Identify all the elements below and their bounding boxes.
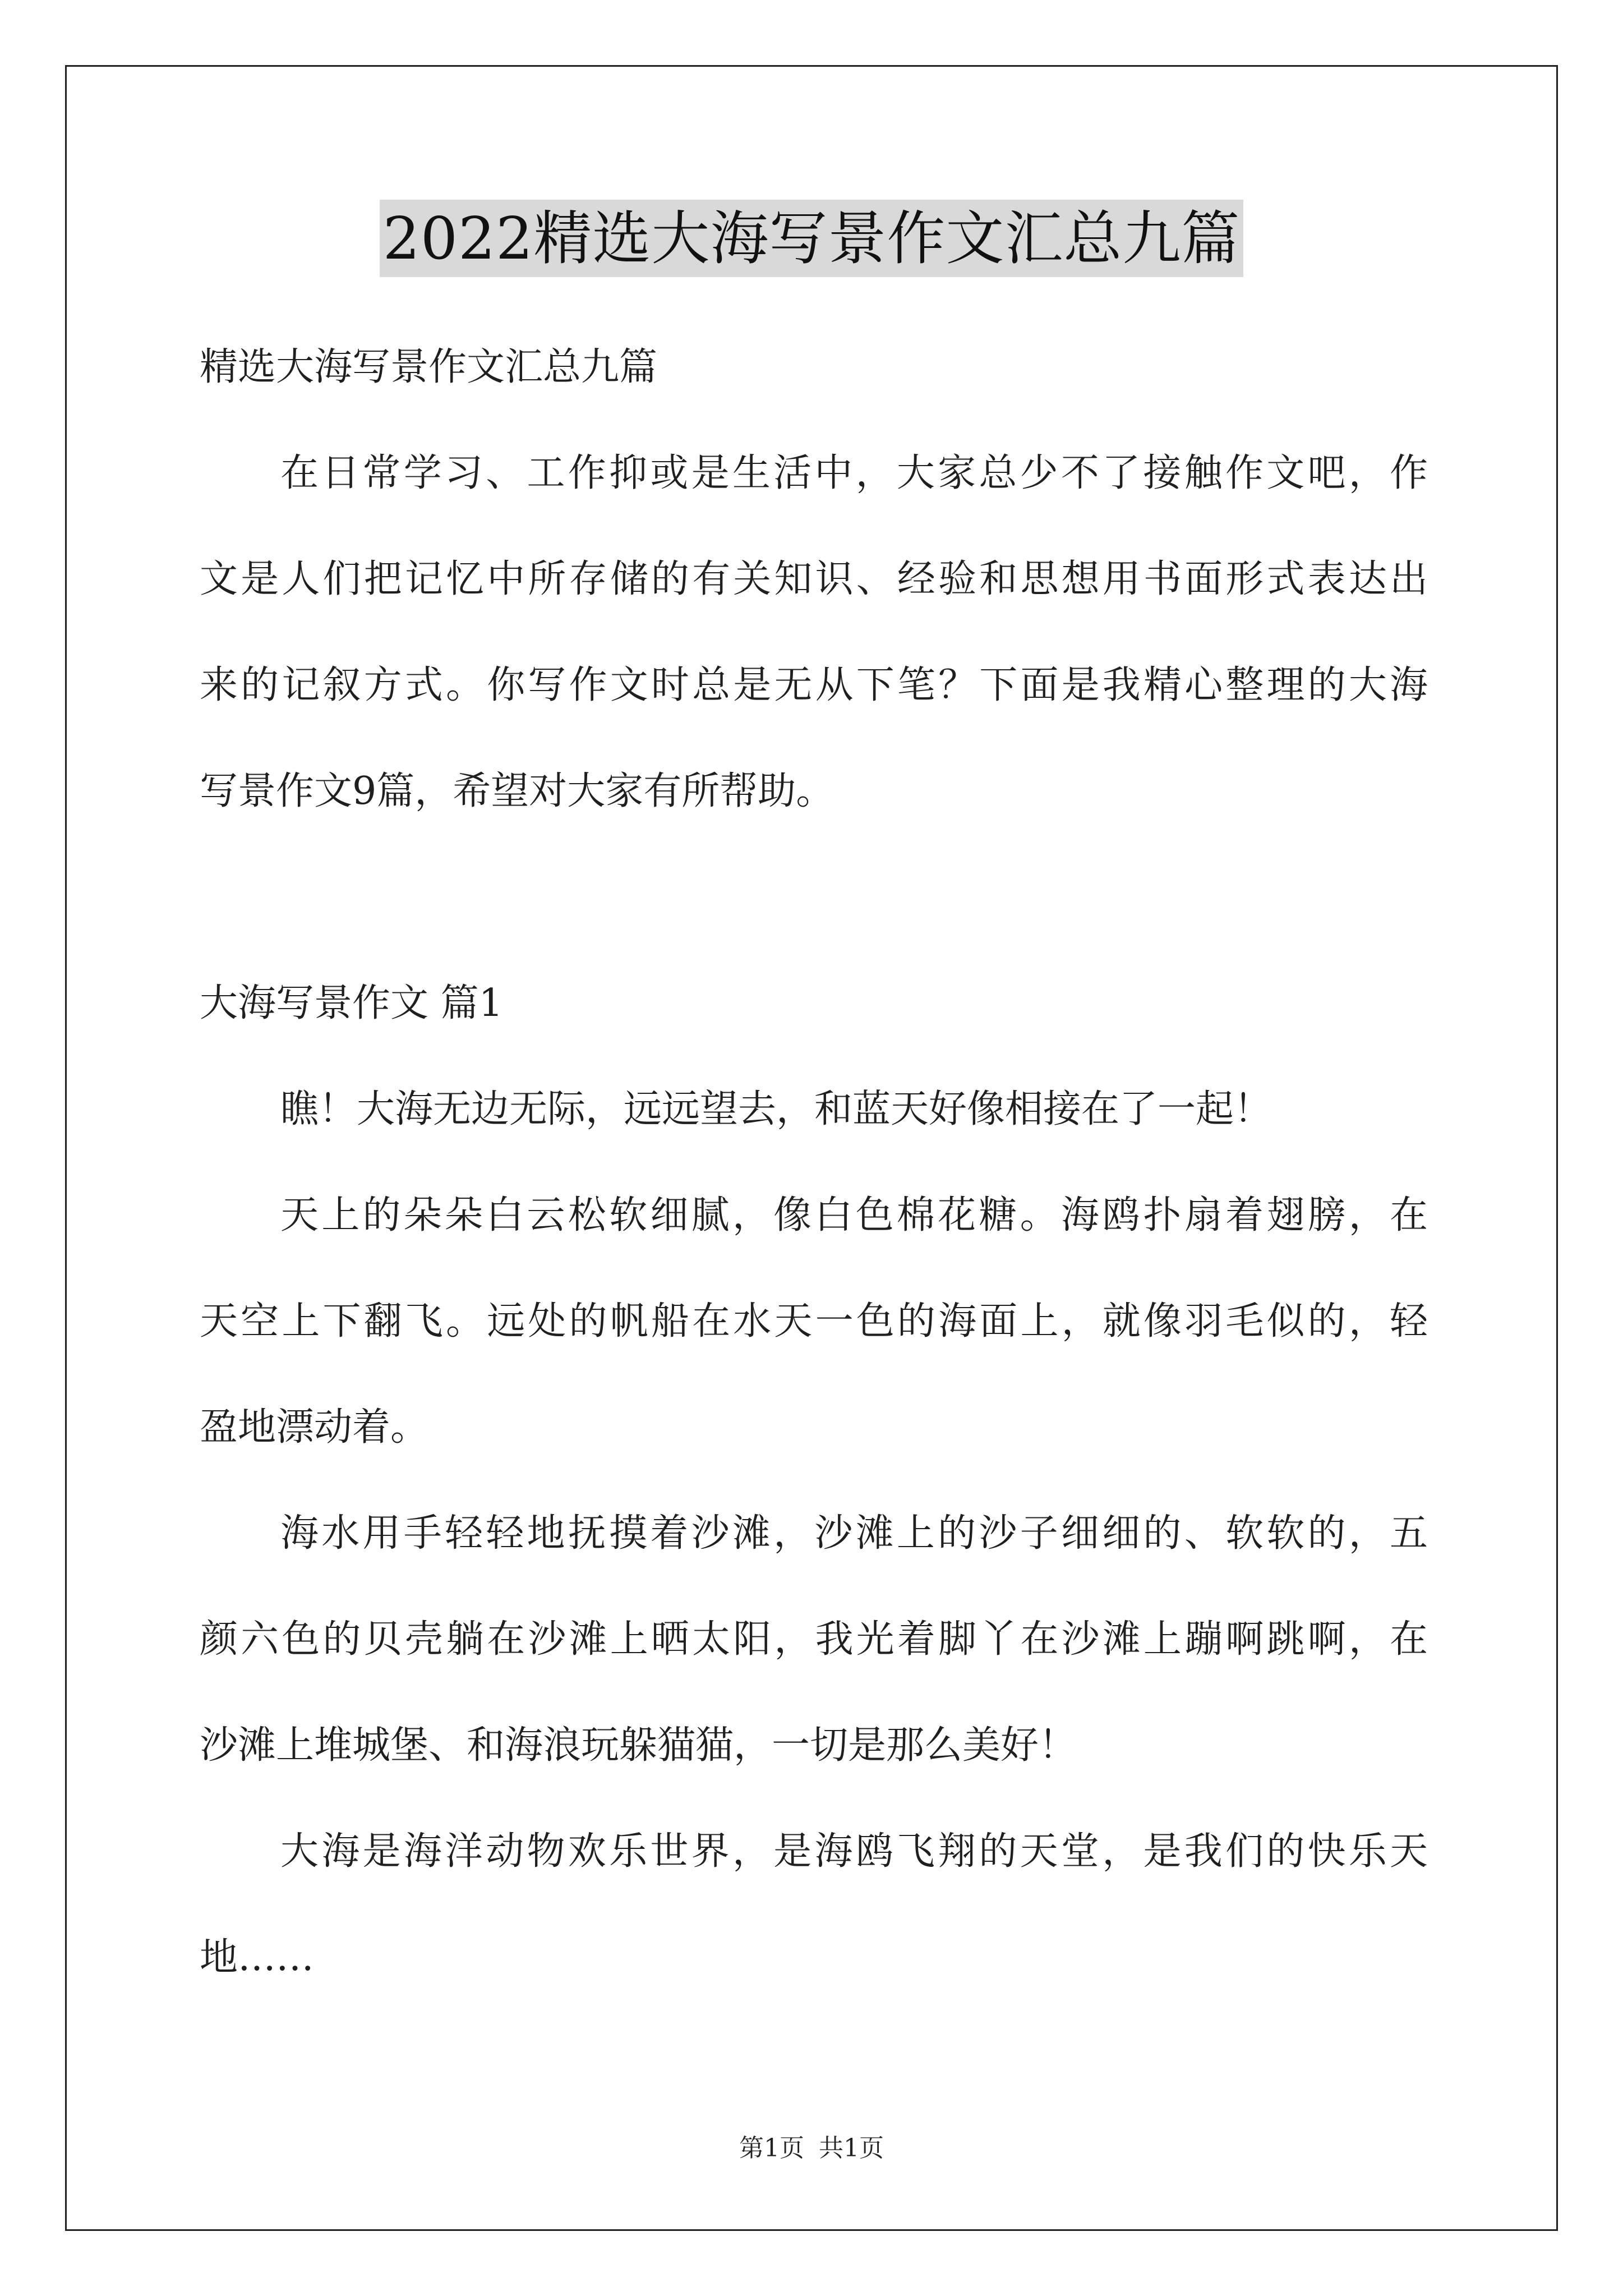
paragraph-line: 文是人们把记忆中所存储的有关知识、经验和思想用书面形式表达出 bbox=[200, 557, 1428, 601]
paragraph-gap bbox=[200, 844, 1428, 950]
paragraph-line: 地…… bbox=[200, 1935, 315, 1980]
page-total: 共1页 bbox=[819, 2134, 884, 2162]
paragraph-line: 天上的朵朵白云松软细腻，像白色棉花糖。海鸥扑扇着翅膀，在 bbox=[280, 1193, 1428, 1237]
page-number: 第1页 bbox=[739, 2134, 804, 2162]
paragraph-line: 颜六色的贝壳躺在沙滩上晒太阳，我光着脚丫在沙滩上蹦啊跳啊，在 bbox=[200, 1617, 1428, 1662]
paragraph-line: 写景作文9篇，希望对大家有所帮助。 bbox=[200, 769, 834, 813]
paragraph-line: 海水用手轻轻地抚摸着沙滩，沙滩上的沙子细细的、软软的，五 bbox=[280, 1511, 1428, 1556]
paragraph-line: 来的记叙方式。你写作文时总是无从下笔？下面是我精心整理的大海 bbox=[200, 663, 1428, 707]
document-title: 2022精选大海写景作文汇总九篇 bbox=[380, 200, 1244, 277]
paragraph-line: 大海是海洋动物欢乐世界，是海鸥飞翔的天堂，是我们的快乐天 bbox=[280, 1829, 1428, 1874]
title-container bbox=[0, 200, 1623, 277]
subtitle-line: 精选大海写景作文汇总九篇 bbox=[200, 345, 658, 389]
page-footer bbox=[0, 2132, 1623, 2165]
paragraph-line: 瞧！大海无边无际，远远望去，和蓝天好像相接在了一起！ bbox=[280, 1087, 1272, 1131]
paragraph-line: 在日常学习、工作抑或是生活中，大家总少不了接触作文吧，作 bbox=[280, 451, 1428, 495]
paragraph-line: 天空上下翻飞。远处的帆船在水天一色的海面上，就像羽毛似的，轻 bbox=[200, 1299, 1428, 1343]
paragraph-line: 盈地漂动着。 bbox=[200, 1405, 429, 1450]
section-heading: 大海写景作文 篇1 bbox=[200, 981, 503, 1025]
paragraph-line: 沙滩上堆城堡、和海浪玩躲猫猫，一切是那么美好！ bbox=[200, 1723, 1077, 1768]
document-body bbox=[200, 314, 1428, 2010]
